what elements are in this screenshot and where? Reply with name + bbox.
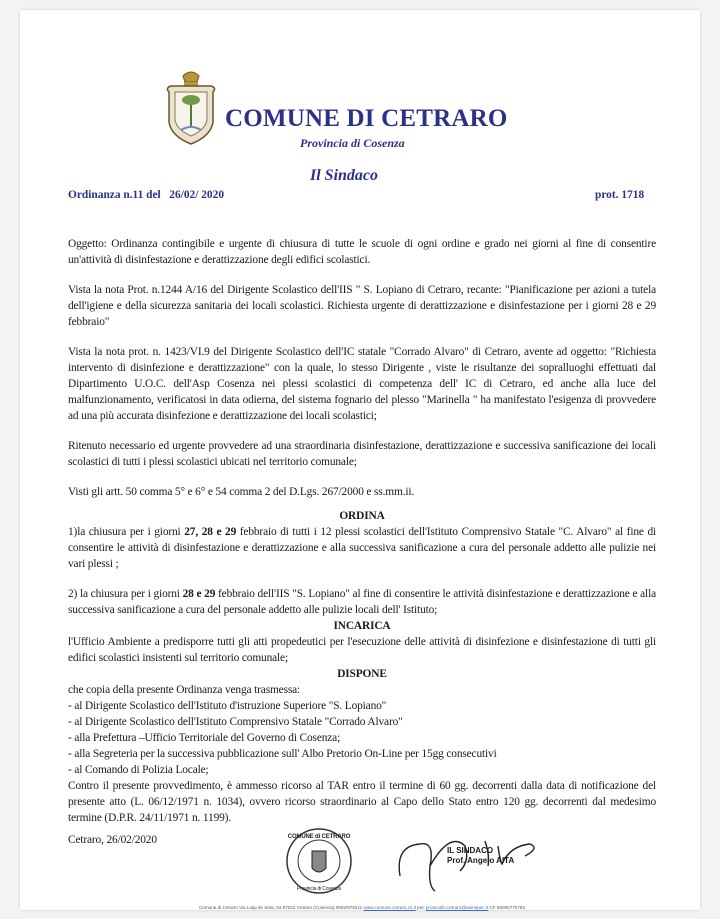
vista-paragraph-1: Vista la nota Prot. n.1244 A/16 del Dirigente Scolastico dell'IIS " S. Lopiano di Cetraro, recante: "Pianificazione per azioni a tutela dell'igiene e della sicurezza sanitaria dei locali scolastici. Richiesta urgente di derattizzazione e disinfestazione per i giorni 28 e 29 febbraio"	[68, 284, 656, 328]
footer-address: Comune di Cetraro Via Luigi de Seta, 54 87022 Cetraro (Cosenza) 0982/976211	[198, 905, 363, 910]
dispone-intro: che copia della presente Ordinanza venga trasmessa:	[68, 684, 301, 696]
closing-section	[68, 826, 656, 904]
ordinance-reference: Ordinanza n.11 del 26/02/ 2020	[68, 189, 225, 201]
incarica-paragraph: l'Ufficio Ambiente a predisporre tutti gli atti propedeutici per l'esecuzione delle attività di disinfezione e disinfestazione di tutti gli edifici scolastici insistenti sul territorio comunale;	[68, 636, 656, 664]
ordina-1-days: 27, 28 e 29	[184, 526, 237, 538]
signer-name: Prof. Angelo AITA	[447, 856, 515, 865]
coat-of-arms-logo	[163, 70, 219, 150]
subject-paragraph: Oggetto: Ordinanza contingibile e urgente di chiusura di tutte le scuole di ogni ordine e grado nei giorni al fine di consentire un'attività di disinfestazione e derattizzazione degli edifici scolastici.	[68, 238, 656, 266]
ordina-2-days: 28 e 29	[182, 588, 216, 600]
signer-role: IL SINDACO	[447, 846, 494, 855]
footer	[68, 904, 656, 912]
ordina-1-text-rest: febbraio di tutti i 12 plessi scolastici dell'Istituto Comprensivo Statale "C. Alvaro" al fine di consentire le attività di disinfestazione e derattizzazione e alla successiva sanificazione a cura del personale addetto alle pulizie nei vari plessi ;	[68, 526, 657, 570]
list-item: - alla Prefettura –Ufficio Territoriale del Governo di Cosenza;	[68, 732, 341, 744]
recipients-list	[68, 698, 656, 778]
ordina-2-text: 2) la chiusura per i giorni	[68, 588, 183, 600]
list-item: - alla Segreteria per la successiva pubblicazione sull' Albo Pretorio On-Line per 15gg consecutivi	[68, 748, 497, 760]
footer-cf: CF 86000770783	[489, 905, 526, 910]
footer-pec-link[interactable]: protocollo.cetraro@asmepec.it	[425, 905, 489, 910]
official-stamp	[284, 826, 354, 896]
vista-paragraph-2: Vista la nota prot. n. 1423/VI.9 del Dirigente Scolastico dell'IC statale "Corrado Alvaro" di Cetraro, avente ad oggetto: "Richiesta intervento di disinfezione e derattizzazione" con la quale, lo stesso Dirigente , viste le risultanze dei sopralluoghi effettuati dal Dipartimento U.O.C. dell'Asp Cosenza nei plessi scolastici di competenza dell' IC di Cetraro, ed anche alla luce del malfunzionamento, verificatosi in data odierna, del sistema fognario del plesso "Marinella " ha manifestato l'esigenza di provvedere ad una più accurata disinfezione e derattizzazione dei locali scolastici;	[68, 346, 656, 422]
document-body	[68, 236, 656, 912]
list-item: - al Dirigente Scolastico dell'Istituto d'istruzione Superiore "S. Lopiano"	[68, 700, 387, 712]
footer-website-link[interactable]: www.comune.cetraro.cs.it	[363, 905, 416, 910]
office-heading: Il Sindaco	[310, 167, 379, 184]
ordina-item-2	[68, 586, 656, 618]
municipality-title: COMUNE DI CETRARO	[225, 105, 508, 132]
ordina-item-1	[68, 524, 656, 572]
place-date: Cetraro, 26/02/2020	[68, 834, 157, 846]
appeal-paragraph: Contro il presente provvedimento, è ammesso ricorso al TAR entro il termine di 60 gg. decorrenti dalla data di notificazione del presente atto (L. 06/12/1971 n. 1034), ovvero ricorso straordinario al Capo dello Stato entro 120 gg. decorrenti dal medesimo termine (D.P.R. 24/11/1971 n. 1199).	[68, 780, 656, 824]
dispone-heading: DISPONE	[337, 668, 387, 680]
footer-pec-label: pec	[417, 905, 425, 910]
list-item: - al Comando di Polizia Locale;	[68, 764, 209, 776]
ordina-heading: ORDINA	[339, 510, 385, 522]
ordina-2-text-rest: febbraio dell'IIS "S. Lopiano" al fine di consentire le attività disinfestazione e derattizzazione e alla successiva sanificazione a cura del personale addetto alle pulizie locali dell' Istituto;	[68, 588, 656, 616]
visti-paragraph: Visti gli artt. 50 comma 5° e 6° e 54 comma 2 del D.Lgs. 267/2000 e ss.mm.ii.	[68, 486, 415, 498]
ritenuto-paragraph: Ritenuto necessario ed urgente provvedere ad una straordinaria disinfestazione, derattizzazione e successiva sanificazione dei locali scolastici di tutti i plessi scolastici ubicati nel territorio comunale;	[68, 440, 656, 468]
incarica-heading: INCARICA	[333, 620, 391, 632]
list-item: - al Dirigente Scolastico dell'Istituto Comprensivo Statale "Corrado Alvaro"	[68, 716, 403, 728]
svg-text:COMUNE di CETRARO: COMUNE di CETRARO	[287, 834, 351, 840]
province-subtitle: Provincia di Cosenza	[300, 136, 405, 150]
ordina-1-text: 1)la chiusura per i giorni	[68, 526, 185, 538]
svg-text:Provincia di Cosenza: Provincia di Cosenza	[297, 886, 341, 892]
signature-block	[447, 846, 514, 866]
protocol-number: prot. 1718	[595, 189, 645, 201]
dispone-section	[68, 682, 656, 778]
